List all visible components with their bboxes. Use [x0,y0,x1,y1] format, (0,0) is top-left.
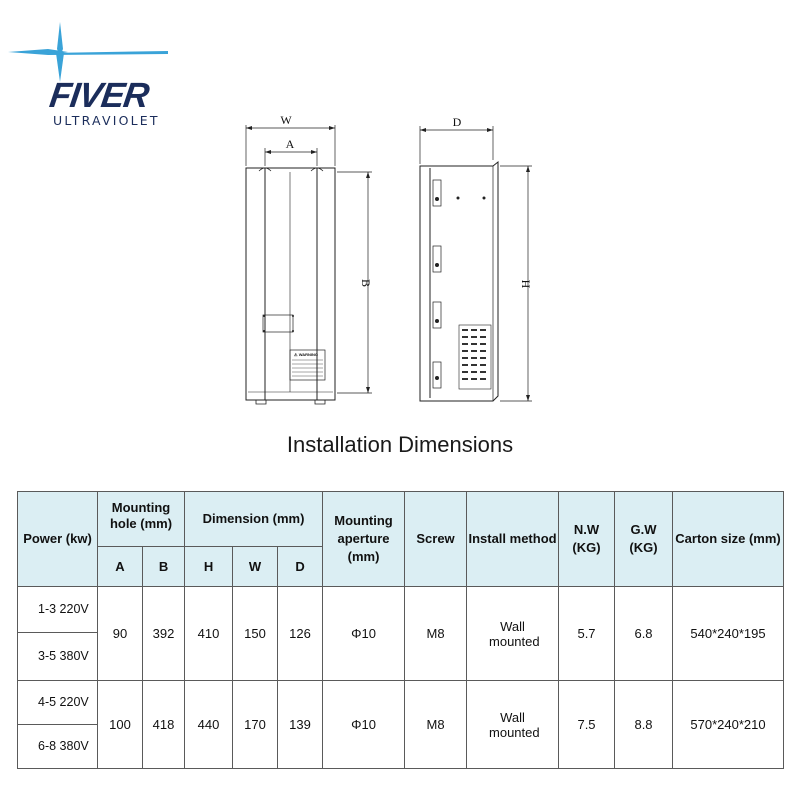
cell-nw: 5.7 [559,587,615,681]
power-cell: 4-5 220V [18,681,98,725]
cell-carton: 540*240*195 [673,587,784,681]
header-carton: Carton size (mm) [673,492,784,587]
cell-install: Wall mounted [467,681,559,769]
subheader-a: A [98,547,143,587]
drawing-caption: Installation Dimensions [286,432,514,457]
spec-table [17,491,784,769]
cell-w: 170 [233,681,278,769]
header-power: Power (kw) [18,492,98,587]
power-cell: 1-3 220V [18,587,98,633]
front-view-body [246,168,335,400]
header-dimension: Dimension (mm) [185,492,323,547]
cell-gw: 6.8 [615,587,673,681]
cell-d: 139 [278,681,323,769]
header-aperture: Mounting aperture (mm) [323,492,405,587]
cell-b: 418 [143,681,185,769]
cell-carton: 570*240*210 [673,681,784,769]
header-mounting-hole [98,492,185,547]
power-cell: 3-5 380V [18,633,98,681]
cell-aperture: Φ10 [323,681,405,769]
header-mounting-hole-text: Mounting hole (mm) [109,499,173,531]
cell-nw: 7.5 [559,681,615,769]
subheader-d: D [278,547,323,587]
cell-a: 100 [98,681,143,769]
cell-aperture: Φ10 [323,587,405,681]
cell-install: Wall mounted [467,587,559,681]
dim-label-d: D [452,115,462,129]
subheader-h: H [185,547,233,587]
subheader-b: B [143,547,185,587]
dim-label-b: B [359,278,373,288]
cell-b: 392 [143,587,185,681]
cell-gw: 8.8 [615,681,673,769]
header-screw: Screw [405,492,467,587]
power-cell: 6-8 380V [18,725,98,769]
dim-label-h: H [519,279,533,289]
cell-h: 410 [185,587,233,681]
warning-label-text: ⚠ WARNING [294,352,319,357]
cell-a: 90 [98,587,143,681]
cell-screw: M8 [405,681,467,769]
header-nw: N.W (KG) [559,492,615,587]
table-row [18,587,784,633]
logo-wordmark: FIVER [47,76,151,115]
header-install: Install method [467,492,559,587]
cell-screw: M8 [405,587,467,681]
dim-label-w: W [280,113,292,127]
cell-h: 440 [185,681,233,769]
header-gw: G.W (KG) [615,492,673,587]
subheader-w: W [233,547,278,587]
logo-subtitle: ULTRAVIOLET [53,113,160,128]
table-row [18,681,784,725]
dim-label-a: A [285,137,295,151]
table-header-row [18,492,784,547]
cell-w: 150 [233,587,278,681]
cell-d: 126 [278,587,323,681]
